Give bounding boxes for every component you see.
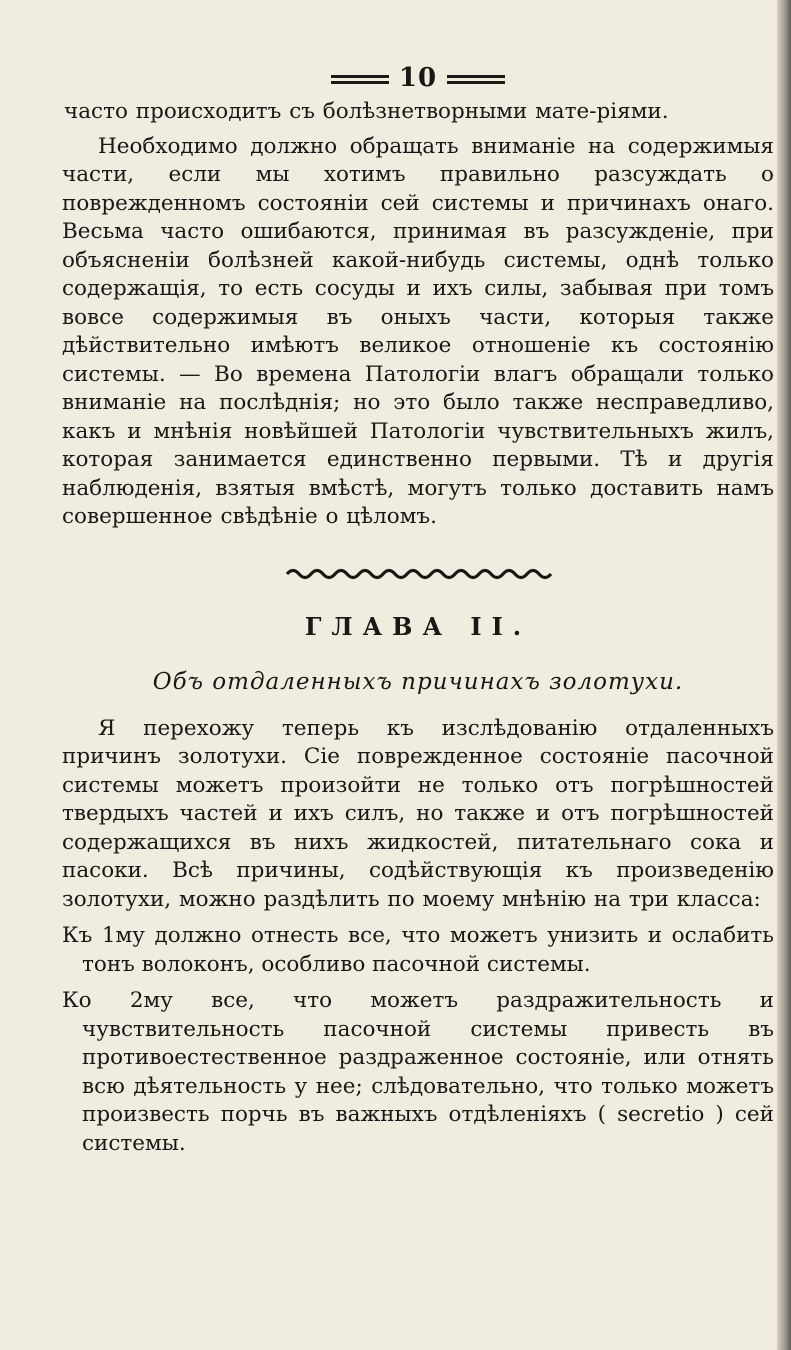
- wavy-divider-icon: [283, 564, 553, 584]
- header-rule-left: [331, 75, 389, 84]
- book-page: [62, 58, 774, 1338]
- paragraph-contents: Необходимо должно обращать вниманіе на содержимыя части, если мы хотимъ правильно разсуждать о поврежденномъ состояніи сей системы и причинахъ онаго. Весьма часто ошибаются, принимая въ разсужденіе, при объясненіи болѣзней какой-нибудь системы, однѣ только содержащія, то есть сосуды и ихъ силы, забывая при томъ вовсе содержимыя въ оныхъ части, которыя также дѣйствительно имѣютъ великое отношеніе къ состоянію системы. — Во времена Патологіи влагъ обращали только вниманіе на послѣднія; но это было также несправедливо, какъ и мнѣнія новѣйшей Патологіи чувствительныхъ жилъ, которая занимается единственно первыми. Тѣ и другія наблюденія, взятыя вмѣстѣ, могутъ только доставить намъ совершенное свѣдѣніе о цѣломъ.: [62, 133, 774, 529]
- page-header: [62, 58, 774, 98]
- paragraph-continuation: часто происходитъ съ болѣзнетворными мате-ріями.: [64, 99, 669, 124]
- page-number: 10: [398, 63, 438, 93]
- chapter-title: ГЛАВА II.: [304, 611, 532, 641]
- header-rule-right: [447, 75, 505, 84]
- page-edge: [777, 0, 791, 1350]
- class-item-2: Ко 2му все, что можетъ раздражительность и чувствительность пасочной системы привесть въ противоестественное раздраженное состояніе, или отнять всю дѣятельность у нее; слѣдовательно, что только можетъ произвесть порчь въ важныхъ отдѣленіяхъ ( secretio ) сей системы.: [62, 988, 774, 1156]
- chapter-subtitle: Объ отдаленныхъ причинахъ золотухи.: [152, 668, 684, 695]
- class-item-1: Къ 1му должно отнесть все, что можетъ унизить и ослабить тонъ волоконъ, особливо пасочной системы.: [62, 923, 774, 977]
- wavy-divider-ornament: [62, 564, 774, 586]
- chapter-intro-paragraph: Я перехожу теперь къ изслѣдованію отдаленныхъ причинъ золотухи. Сіе поврежденное состояніе пасочной системы можетъ произойти не только отъ погрѣшностей твердыхъ частей и ихъ силъ, но также и отъ погрѣшностей содержащихся въ нихъ жидкостей, питательнаго сока и пасоки. Всѣ причины, содѣйствующія къ произведенію золотухи, можно раздѣлить по моему мнѣнію на три класса:: [62, 715, 774, 912]
